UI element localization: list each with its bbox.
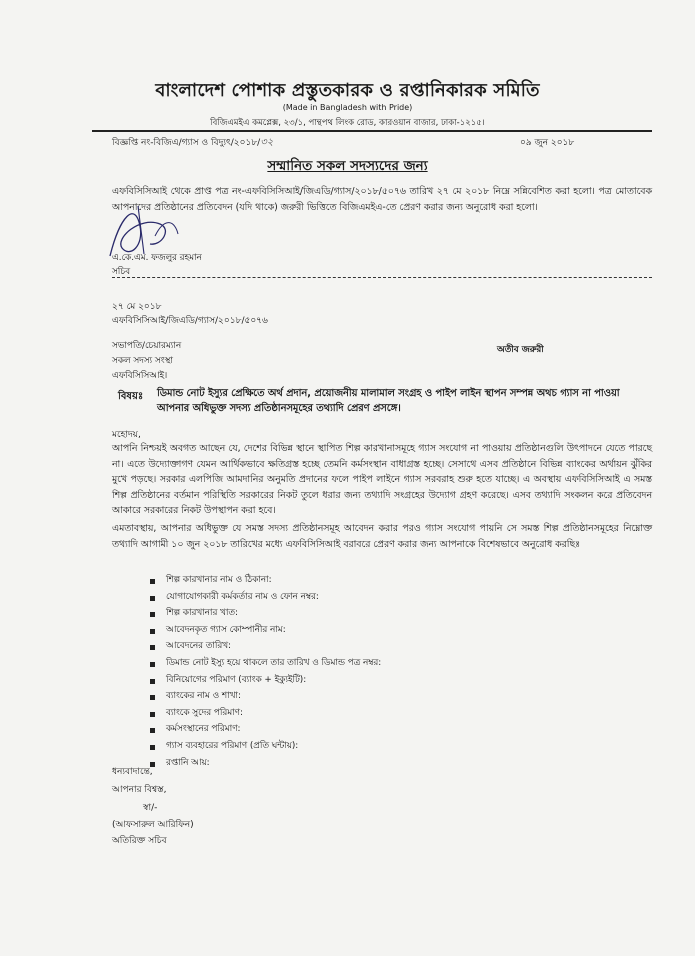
notice-reference bbox=[112, 135, 273, 152]
subject-text: ডিমান্ড নোট ইস্যুর প্রেক্ষিতে অর্থ প্রদান, প্রয়োজনীয় মালামাল সংগ্রহ ও পাইপ লাইন স্থাপন সম্পন্ন অথচ গ্যাস না পাওয়া আপনার অধিভুক্ত সদস্য প্রতিষ্ঠানসমূহের তথ্যাদি প্রেরণ প্রসঙ্গে। bbox=[157, 388, 620, 414]
list-item bbox=[150, 622, 381, 639]
salutation: মহোদয়, bbox=[112, 430, 141, 440]
list-item-text: আবেদনের তারিখ: bbox=[166, 641, 231, 652]
list-item-text: ডিমান্ড নোট ইস্যু হয়ে থাকলে তার তারিখ ও ডিমান্ড পত্র নম্বর: bbox=[166, 657, 382, 668]
list-item bbox=[150, 638, 381, 655]
bullet-icon bbox=[150, 629, 155, 634]
section-separator bbox=[112, 277, 652, 278]
list-item-text: আবেদনকৃত গ্যাস কোম্পানীর নাম: bbox=[166, 624, 286, 635]
list-item-text: ব্যাংকে সুদের পরিমাণ: bbox=[166, 707, 243, 718]
list-item bbox=[150, 572, 381, 589]
org-name: বাংলাদেশ পোশাক প্রস্তুতকারক ও রপ্তানিকারক সমিতি bbox=[155, 80, 540, 101]
letter-reference: এফবিসিসিআই/জিএডি/গ্যাস/২০১৮/৫০৭৬ bbox=[112, 316, 268, 326]
org-address: বিজিএমইএ কমপ্লেক্স, ২৩/১, পান্থপথ লিংক রোড, কারওয়ান বাজার, ঢাকা-১২১৫। bbox=[210, 118, 485, 128]
signer-title: অতিরিক্ত সচিব bbox=[112, 836, 167, 846]
list-item-text: শিল্প কারখানার খাত: bbox=[166, 608, 238, 619]
bullet-icon bbox=[150, 679, 155, 684]
bullet-icon bbox=[150, 712, 155, 717]
list-item-text: ব্যাংকের নাম ও শাখা: bbox=[166, 691, 241, 702]
list-item bbox=[150, 755, 381, 772]
list-item bbox=[150, 672, 381, 689]
list-item-text: যোগাযোগকারী কর্মকর্তার নাম ও ফোন নম্বর: bbox=[166, 591, 319, 602]
list-item-text: কর্মসংস্থানের পরিমাণ: bbox=[166, 724, 241, 735]
signer-name: (আফসারুল আরিফিন) bbox=[112, 820, 194, 830]
letter-date: ২৭ মে ২০১৮ bbox=[112, 302, 162, 312]
bullet-icon bbox=[150, 596, 155, 601]
list-item bbox=[150, 721, 381, 738]
notice-signatory-name: এ.কে.এম. ফজলুর রহমান bbox=[112, 253, 202, 263]
header-divider bbox=[92, 130, 652, 132]
notice-signatory-title: সচিব bbox=[112, 267, 130, 277]
notice-body: এফবিসিসিআই থেকে প্রাপ্ত পত্র নং-এফবিসিসিআই/জিএডি/গ্যাস/২০১৮/৫০৭৬ তারিখ ২৭ মে ২০১৮ নিম্নে সন্নিবেশিত করা হলো। পত্র মোতাবেক আপনাদের প্রতিষ্ঠানের প্রতিবেদন (যদি থাকে) জরুরী ভিত্তিতে বিজিএমইএ-তে প্রেরণ করার জন্য অনুরোধ করা হলো। bbox=[112, 186, 652, 213]
notice-date: ০৯ জুন ২০১৮ bbox=[520, 138, 575, 148]
urgent-label: অতীব জরুরী bbox=[497, 345, 544, 355]
list-item bbox=[150, 738, 381, 755]
list-item bbox=[150, 705, 381, 722]
subject-label: বিষয়ঃ bbox=[118, 391, 144, 402]
list-item-text: শিল্প কারখানার নাম ও ঠিকানা: bbox=[166, 575, 272, 585]
bullet-icon bbox=[150, 645, 155, 650]
required-info-list bbox=[150, 572, 381, 771]
list-item-text: রপ্তানি আয়: bbox=[166, 757, 210, 768]
notice-reference-handwritten: ৩২ bbox=[260, 137, 274, 148]
org-tagline: (Made in Bangladesh with Pride) bbox=[282, 103, 413, 112]
notice-heading: সম্মানিত সকল সদস্যদের জন্য bbox=[267, 158, 428, 174]
list-item-text: বিনিয়োগের পরিমাণ (ব্যাংক + ইক্যুইটি): bbox=[166, 674, 307, 685]
closing-thanks: ধন্যবাদান্তে, bbox=[112, 767, 153, 777]
list-item bbox=[150, 655, 381, 672]
bullet-icon bbox=[150, 728, 155, 733]
letter-paragraph-2: এমতাবস্থায়, আপনার অধিভুক্ত যে সমস্ত সদস্য প্রতিষ্ঠানসমূহ আবেদন করার পরও গ্যাস সংযোগ পায়নি সে সমস্ত শিল্প প্রতিষ্ঠানসমূহের নিম্নোক্ত তথ্যাদি আগামী ১০ জুন ২০১৮ তারিখের মধ্যে এফবিসিসিআই বরাবরে প্রেরণ করার জন্য আপনাকে বিশেষভাবে অনুরোধ করছিঃ bbox=[112, 523, 652, 550]
bullet-icon bbox=[150, 695, 155, 700]
bullet-icon bbox=[150, 579, 155, 584]
bullet-icon bbox=[150, 662, 155, 667]
recipient-line: এফবিসিসিআই। bbox=[112, 371, 168, 381]
recipient-line: সকল সদস্য সংস্থা bbox=[112, 356, 173, 366]
bullet-icon bbox=[150, 612, 155, 617]
list-item bbox=[150, 589, 381, 606]
notice-reference-prefix: বিজ্ঞপ্তি নং-বিজিএ/গ্যাস ও বিদ্যুৎ/২০১৮/ bbox=[112, 138, 261, 148]
recipient-line: সভাপতি/চেয়ারম্যান bbox=[112, 341, 182, 351]
bullet-icon bbox=[150, 745, 155, 750]
list-item bbox=[150, 605, 381, 622]
closing-yours: আপনার বিশ্বস্ত, bbox=[112, 785, 167, 795]
letter-paragraph-1: আপনি নিশ্চয়ই অবগত আছেন যে, দেশের বিভিন্ন স্থানে স্থাপিত শিল্প কারখানাসমূহে গ্যাস সংযোগ না পাওয়ায় প্রতিষ্ঠানগুলি উৎপাদনে যেতে পারছে না। এতে উদ্যোক্তাগণ যেমন আর্থিকভাবে ক্ষতিগ্রস্ত হচ্ছে তেমনি কর্মসংস্থান বাধাগ্রস্ত হচ্ছে। সেসাথে এসব প্রতিষ্ঠানে বিভিন্ন ব্যাংকের অর্থায়ন ঝুঁকির মুখে পড়ছে। সরকার এলপিজি আমদানির অনুমতি প্রদানের ফলে পাইপ লাইনে গ্যাস সরবরাহ শুরু হতে যাচ্ছে। এ অবস্থায় এফবিসিসিআই এ সমস্ত শিল্প প্রতিষ্ঠানের বর্তমান পরিস্থিতি সরকারের নিকট তুলে ধরার জন্য তথ্যাদি সংগ্রহের উদ্যোগ গ্রহণ করেছে। এসব তথ্যাদি সংকলন করে প্রতিবেদন আকারে সরকারের নিকট উপস্থাপন করা হবে। bbox=[112, 443, 652, 516]
list-item-text: গ্যাস ব্যবহারের পরিমাণ (প্রতি ঘন্টায়): bbox=[166, 740, 299, 751]
list-item bbox=[150, 688, 381, 705]
signed-mark: স্বা/- bbox=[143, 803, 158, 813]
